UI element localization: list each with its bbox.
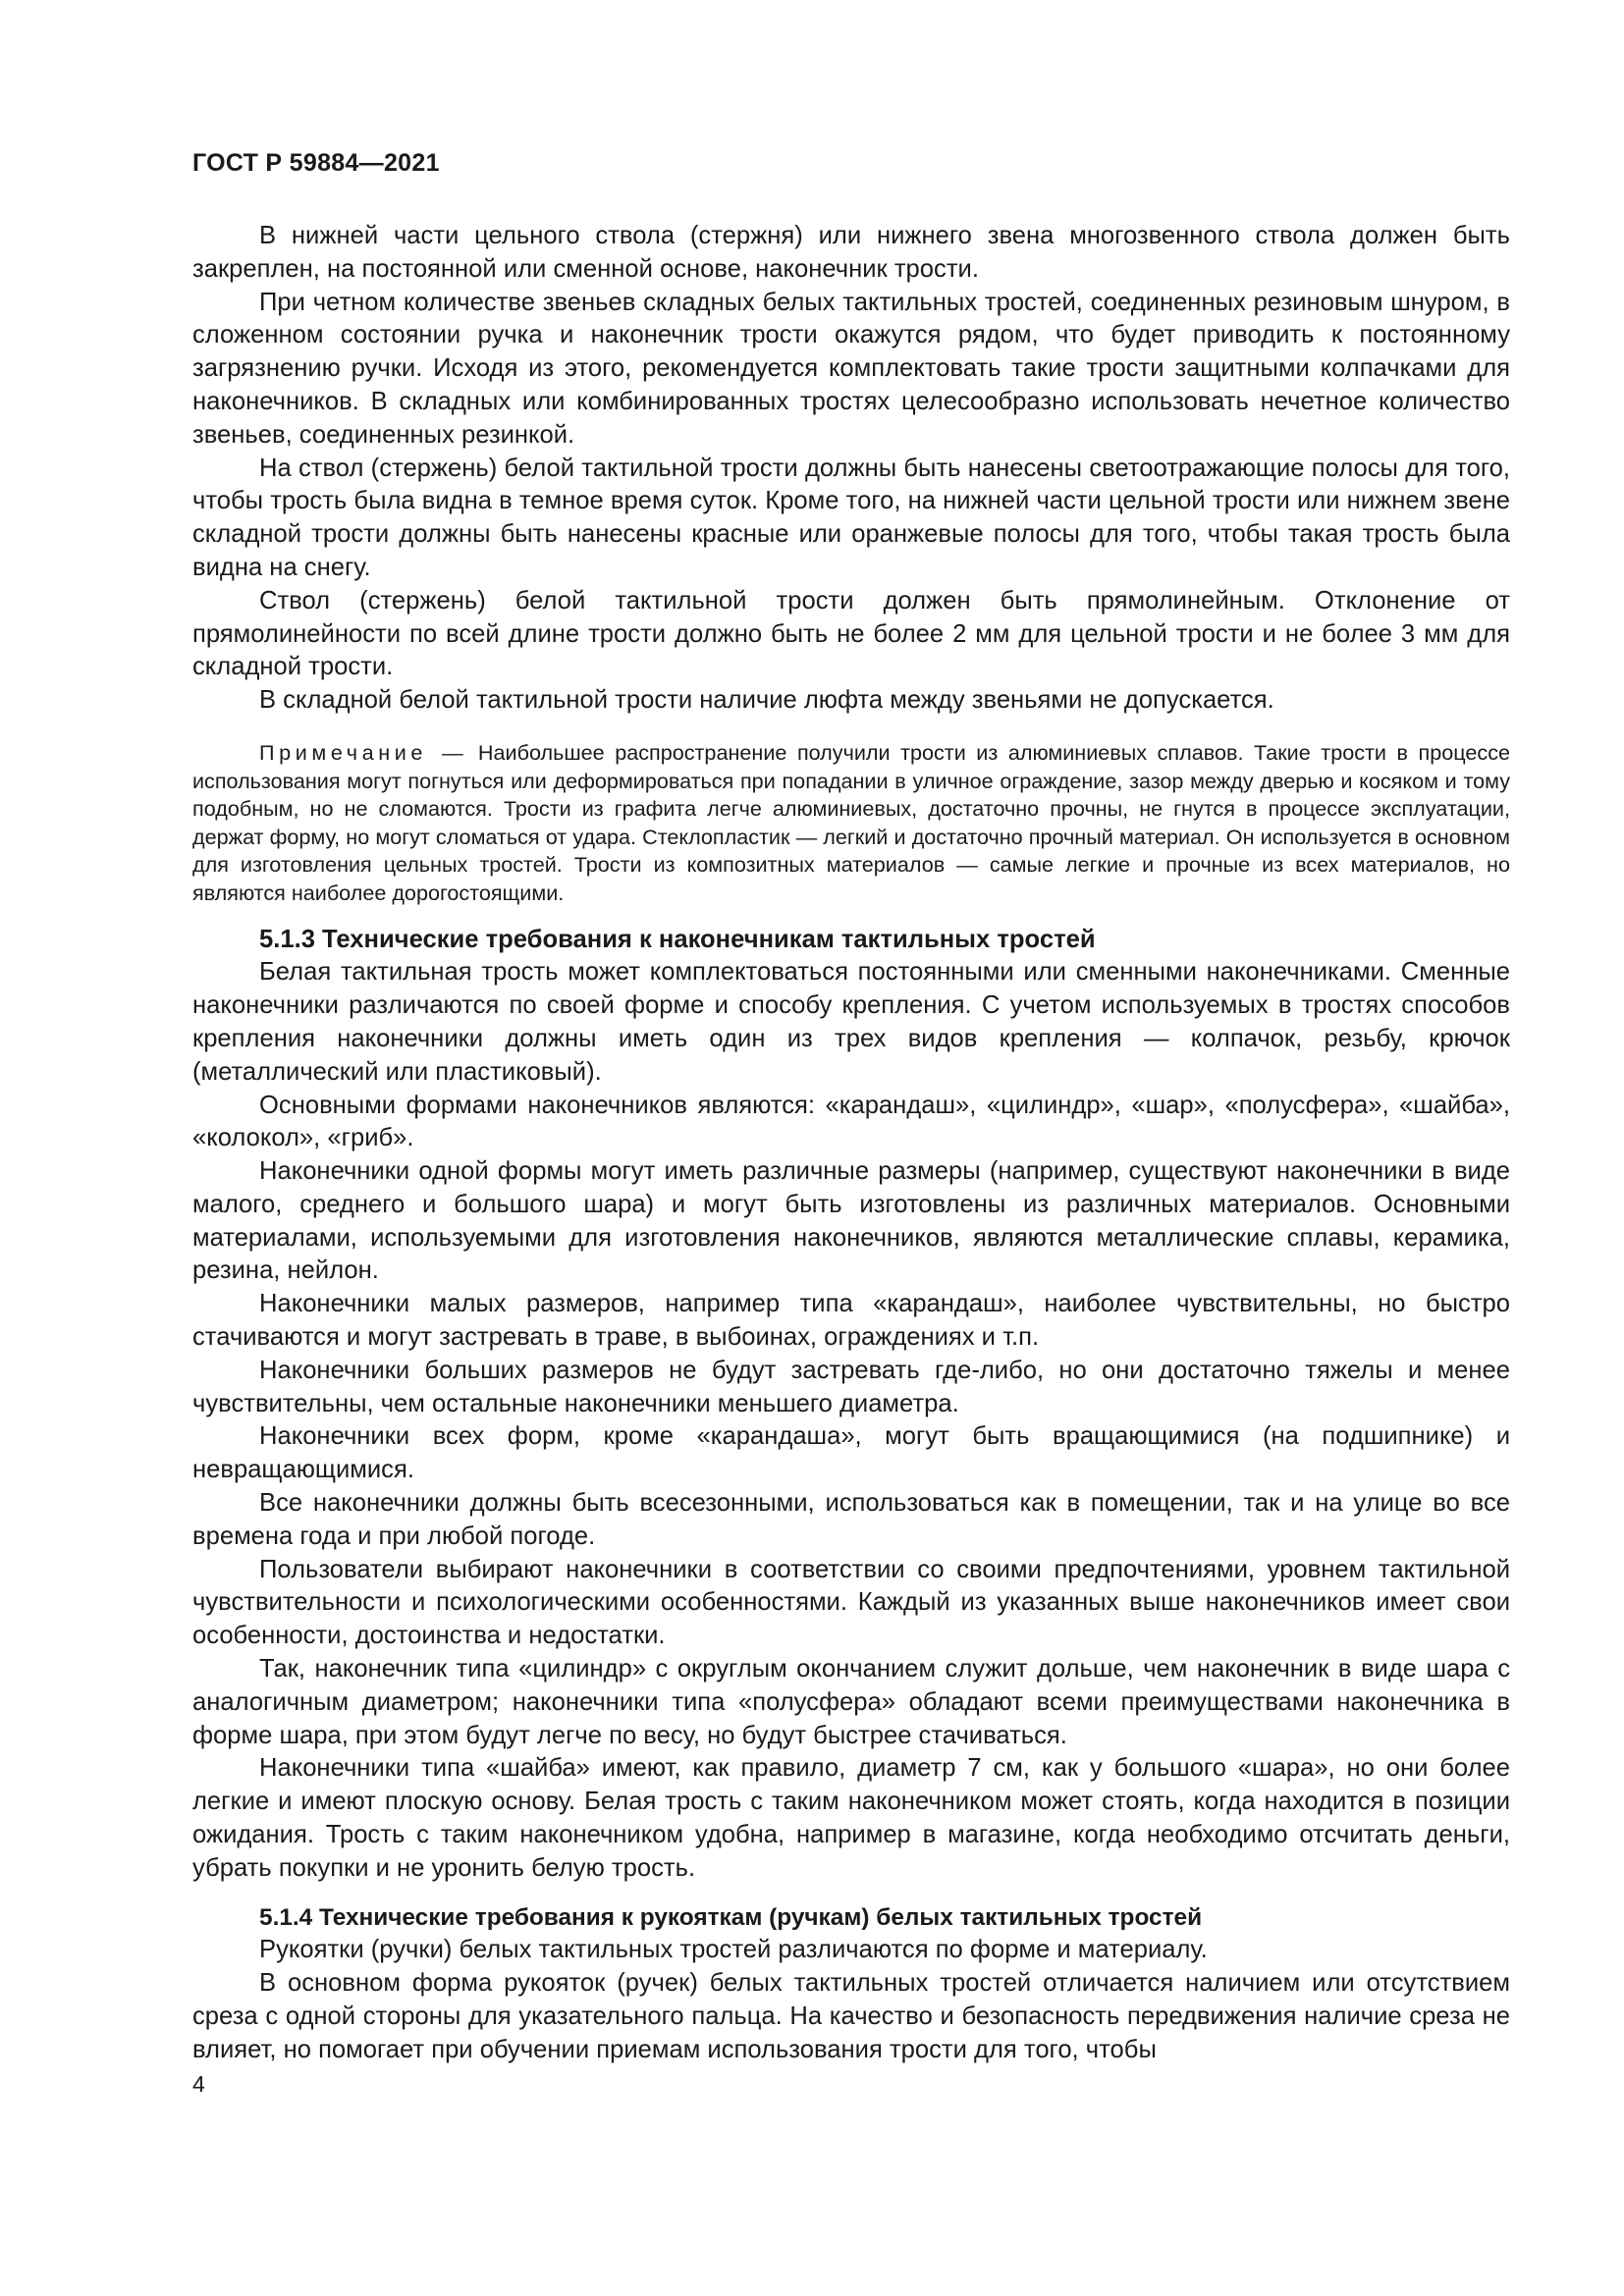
paragraph: Наконечники всех форм, кроме «карандаша», могут быть вращающимися (на подшипнике) и невращающимися. xyxy=(192,1422,1510,1484)
paragraph: Ствол (стержень) белой тактильной трости должен быть прямолинейным. Отклонение от прямолинейности по всей длине трости должно быть не более 2 мм для цельной трости и не более 3 мм для складной трости. xyxy=(192,586,1510,681)
paragraph: На ствол (стержень) белой тактильной трости должны быть нанесены светоотражающие полосы для того, чтобы трость была видна в темное время суток. Кроме того, на нижней части цельной трости или нижнем звене складной трости должны быть нанесены красные или оранжевые полосы для того, чтобы такая трость была видна на снегу. xyxy=(192,454,1510,581)
note-text: Наибольшее распространение получили трости из алюминиевых сплавов. Такие трости в процессе использования могут погнуться или деформироваться при попадании в уличное ограждение, зазор между дверью и косяком и тому подобным, но не сломаются. Трости из графита легче алюминиевых, достаточно прочны, не гнутся в процессе эксплуатации, держат форму, но могут сломаться от удара. Стеклопластик — легкий и достаточно прочный материал. Он используется в основном для изготовления цельных тростей. Трости из композитных материалов — самые легкие и прочные из всех материалов, но являются наиболее дорогостоящими. xyxy=(192,739,1510,905)
note-block xyxy=(192,739,1510,908)
paragraph: Наконечники типа «шайба» имеют, как правило, диаметр 7 см, как у большого «шара», но они более легкие и имеют плоскую основу. Белая трость с таким наконечником может стоять, когда находится в позиции ожидания. Трость с таким наконечником удобна, например в магазине, когда необходимо отсчитать деньги, убрать покупки и не уронить белую трость. xyxy=(192,1754,1510,1882)
paragraph: При четном количестве звеньев складных белых тактильных тростей, соединенных резиновым шнуром, в сложенном состоянии ручка и наконечник трости окажутся рядом, что будет приводить к постоянному загрязнению ручки. Исходя из этого, рекомендуется комплектовать такие трости защитными колпачками для наконечников. В складных или комбинированных тростях целесообразно использовать нечетное количество звеньев, соединенных резинкой. xyxy=(192,288,1510,449)
note-label: Примечание — xyxy=(259,739,468,765)
paragraph: Так, наконечник типа «цилиндр» с округлым окончанием служит дольше, чем наконечник в виде шара с аналогичным диаметром; наконечники типа «полусфера» обладают всеми преимуществами наконечника в форме шара, при этом будут легче по весу, но будут быстрее стачиваться. xyxy=(192,1655,1510,1749)
paragraph: В нижней части цельного ствола (стержня) или нижнего звена многозвенного ствола должен быть закреплен, на постоянной или сменной основе, наконечник трости. xyxy=(192,222,1510,283)
paragraph: Основными формами наконечников являются: «карандаш», «цилиндр», «шар», «полусфера», «шайба», «колокол», «гриб». xyxy=(192,1091,1510,1152)
paragraph: Рукоятки (ручки) белых тактильных тростей различаются по форме и материалу. xyxy=(259,1936,1208,1964)
paragraph: Наконечники больших размеров не будут застревать где-либо, но они достаточно тяжелы и менее чувствительны, чем остальные наконечники меньшего диаметра. xyxy=(192,1356,1510,1417)
paragraph: В основном форма рукояток (ручек) белых тактильных тростей отличается наличием или отсутствием среза с одной стороны для указательного пальца. На качество и безопасность передвижения наличие среза не влияет, но помогает при обучении приемам использования трости для того, чтобы xyxy=(192,1969,1510,2063)
paragraph: Белая тактильная трость может комплектоваться постоянными или сменными наконечниками. Сменные наконечники различаются по своей форме и способу крепления. С учетом используемых в тростях способов крепления наконечники должны иметь один из трех видов крепления — колпачок, резьбу, крючок (металлический или пластиковый). xyxy=(192,958,1510,1086)
document-body xyxy=(192,220,1510,2067)
paragraph: Пользователи выбирают наконечники в соответствии со своими предпочтениями, уровнем тактильной чувствительности и психологическими особенностями. Каждый из указанных выше наконечников имеет свои особенности, достоинства и недостатки. xyxy=(192,1555,1510,1650)
paragraph: В складной белой тактильной трости наличие люфта между звеньями не допускается. xyxy=(259,686,1274,715)
paragraph: Наконечники малых размеров, например типа «карандаш», наиболее чувствительны, но быстро стачиваются и могут застревать в траве, в выбоинах, ограждениях и т.п. xyxy=(192,1290,1510,1352)
paragraph: Все наконечники должны быть всесезонными, использоваться как в помещении, так и на улице во все времена года и при любой погоде. xyxy=(192,1489,1510,1550)
page-number: 4 xyxy=(192,2071,205,2097)
section-heading-5-1-4: 5.1.4 Технические требования к рукояткам (ручкам) белых тактильных тростей xyxy=(259,1903,1203,1931)
document-number-header: ГОСТ Р 59884—2021 xyxy=(192,149,440,177)
paragraph: Наконечники одной формы могут иметь различные размеры (например, существуют наконечники в виде малого, среднего и большого шара) и могут быть изготовлены из различных материалов. Основными материалами, используемыми для изготовления наконечников, являются металлические сплавы, керамика, резина, нейлон. xyxy=(192,1157,1510,1285)
section-heading-5-1-3: 5.1.3 Технические требования к наконечникам тактильных тростей xyxy=(259,925,1096,953)
